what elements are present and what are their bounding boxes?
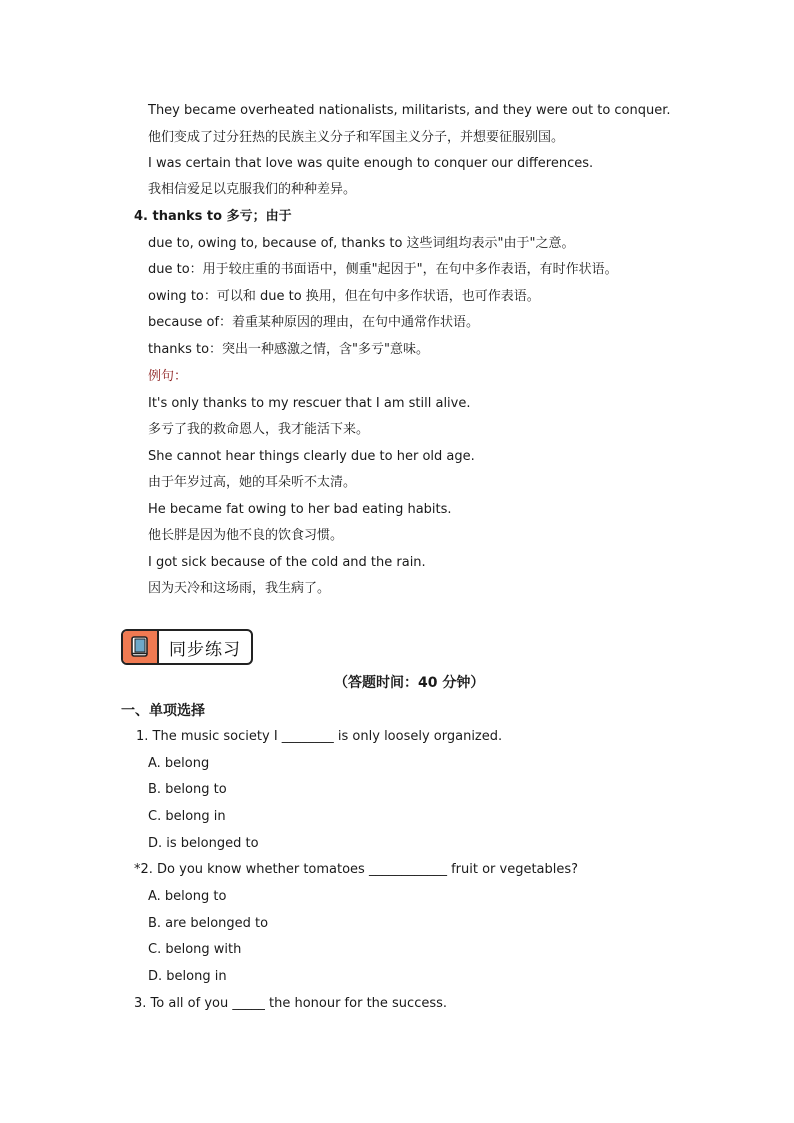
example-translation: 由于年岁过高，她的耳朵听不太清。 (148, 475, 357, 490)
item-heading: 4. thanks to 多亏；由于 (134, 209, 292, 224)
practice-header (121, 629, 253, 665)
section-title: 一、单项选择 (121, 703, 205, 719)
question-stem: 1. The music society I ________ is only loosely organized. (136, 729, 503, 744)
example-sentence: I got sick because of the cold and the rain. (148, 555, 426, 570)
usage-note: thanks to：突出一种感激之情，含"多亏"意味。 (148, 342, 429, 357)
example-sentence: He became fat owing to her bad eating habits. (148, 502, 452, 517)
example-sentence: She cannot hear things clearly due to her old age. (148, 449, 475, 464)
time-note: （答题时间：40 分钟） (334, 675, 485, 691)
option: B. belong to (148, 782, 227, 797)
example-translation: 多亏了我的救命恩人，我才能活下来。 (148, 422, 370, 437)
usage-note: owing to：可以和 due to 换用，但在句中多作状语，也可作表语。 (148, 289, 540, 304)
example-label: 例句： (148, 369, 188, 384)
book-icon (123, 631, 159, 663)
example-translation: 他们变成了过分狂热的民族主义分子和军国主义分子，并想要征服别国。 (148, 130, 565, 145)
example-sentence: I was certain that love was quite enough to conquer our differences. (148, 156, 594, 171)
example-translation: 我相信爱足以克服我们的种种差异。 (148, 182, 357, 197)
example-sentence: They became overheated nationalists, militarists, and they were out to conquer. (148, 103, 671, 118)
usage-note: due to, owing to, because of, thanks to 这些词组均表示"由于"之意。 (148, 236, 575, 251)
example-sentence: It's only thanks to my rescuer that I am still alive. (148, 396, 471, 411)
option: D. is belonged to (148, 836, 259, 851)
option: A. belong to (148, 889, 227, 904)
option: C. belong in (148, 809, 226, 824)
question-stem: *2. Do you know whether tomatoes ____________ fruit or vegetables? (134, 862, 579, 877)
option: A. belong (148, 756, 210, 771)
option: D. belong in (148, 969, 227, 984)
practice-title: 同步练习 (169, 639, 241, 660)
usage-note: due to：用于较庄重的书面语中，侧重"起因于"，在句中多作表语，有时作状语。 (148, 262, 618, 277)
example-translation: 因为天冷和这场雨，我生病了。 (148, 581, 331, 596)
usage-note: because of：着重某种原因的理由，在句中通常作状语。 (148, 315, 480, 330)
option: C. belong with (148, 942, 242, 957)
example-translation: 他长胖是因为他不良的饮食习惯。 (148, 528, 344, 543)
option: B. are belonged to (148, 916, 269, 931)
question-stem: 3. To all of you _____ the honour for the success. (134, 996, 448, 1011)
